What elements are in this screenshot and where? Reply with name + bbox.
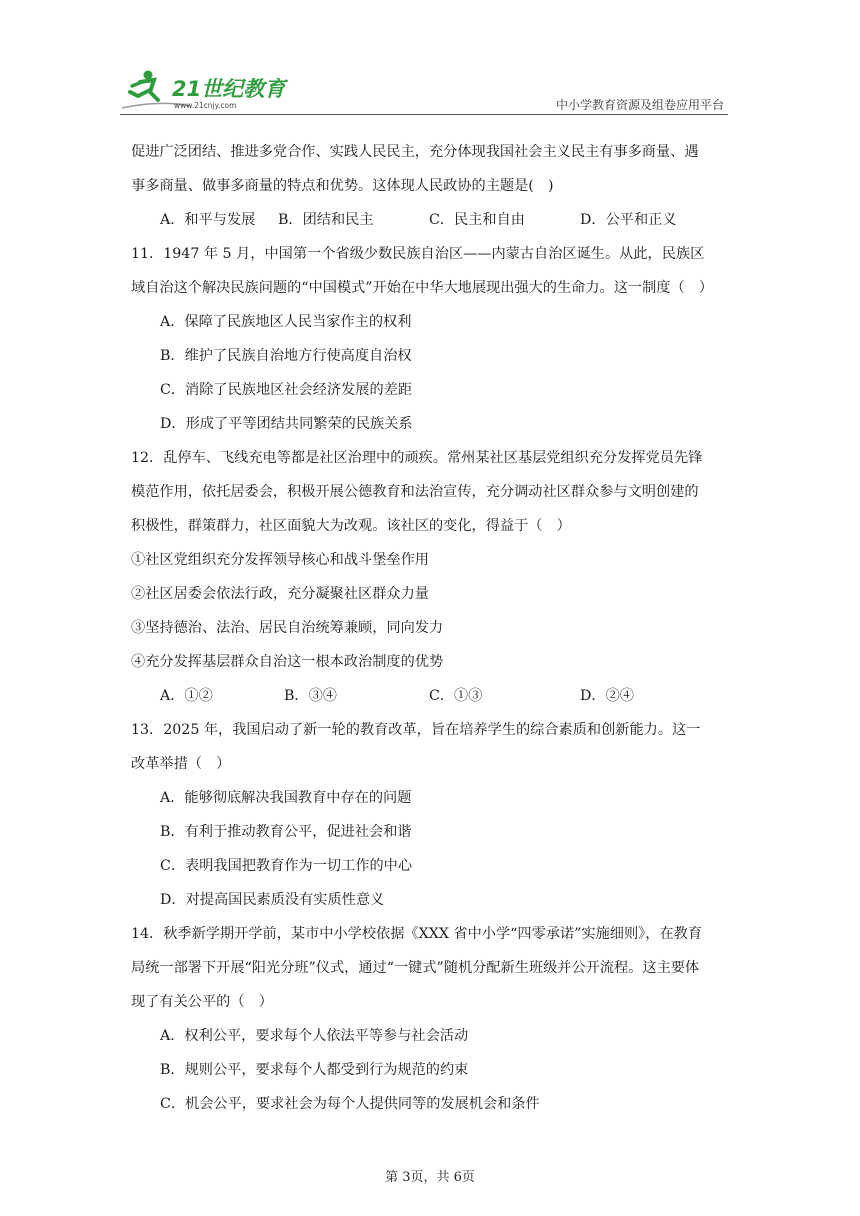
q13-option-c[interactable]: C．表明我国把教育作为一切工作的中心	[160, 858, 413, 874]
q10-option-d[interactable]: D．公平和正义	[580, 212, 677, 228]
q14-stem-line2: 局统一部署下开展“阳光分班”仪式，通过“一键式”随机分配新生班级并公开流程。这主要体	[131, 960, 700, 976]
q14-option-a[interactable]: A．权利公平，要求每个人依法平等参与社会活动	[160, 1028, 469, 1044]
q12-option-b[interactable]: B．③④	[284, 688, 337, 704]
platform-name: 中小学教育资源及组卷应用平台	[555, 98, 724, 112]
q13-stem-line2: 改革举措（ ）	[131, 756, 231, 772]
q12-option-d[interactable]: D．②④	[580, 688, 634, 704]
header-rule	[120, 114, 728, 115]
logo-url: www.21cnjy.com	[174, 101, 237, 110]
q12-option-a[interactable]: A．①②	[160, 688, 213, 704]
q14-option-b[interactable]: B．规则公平，要求每个人都受到行为规范的约束	[160, 1062, 469, 1078]
q10-option-b[interactable]: B．团结和民主	[278, 212, 374, 228]
q14-stem-line3: 现了有关公平的（ ）	[131, 994, 273, 1010]
q11-option-d[interactable]: D．形成了平等团结共同繁荣的民族关系	[160, 416, 413, 432]
q14-option-c[interactable]: C．机会公平，要求社会为每个人提供同等的发展机会和条件	[160, 1096, 540, 1112]
q10-stem-line1: 促进广泛团结、推进多党合作、实践人民民主，充分体现我国社会主义民主有事多商量、遇	[131, 144, 699, 160]
q10-option-c[interactable]: C．民主和自由	[429, 212, 525, 228]
q13-option-d[interactable]: D．对提高国民素质没有实质性意义	[160, 892, 385, 908]
q10-stem-line2: 事多商量、做事多商量的特点和优势。这体现人民政协的主题是( )	[131, 178, 554, 194]
q12-item-1: ①社区党组织充分发挥领导核心和战斗堡垒作用	[131, 552, 429, 568]
q12-option-c[interactable]: C．①③	[429, 688, 483, 704]
q13-option-a[interactable]: A．能够彻底解决我国教育中存在的问题	[160, 790, 412, 806]
q13-stem-line1: 13．2025 年，我国启动了新一轮的教育改革，旨在培养学生的综合素质和创新能力。这一	[131, 722, 701, 738]
q11-option-b[interactable]: B．维护了民族自治地方行使高度自治权	[160, 348, 412, 364]
page-header	[120, 66, 730, 116]
q11-option-a[interactable]: A．保障了民族地区人民当家作主的权利	[160, 314, 412, 330]
logo	[120, 66, 300, 112]
q12-item-3: ③坚持德治、法治、居民自治统筹兼顾，同向发力	[131, 620, 444, 636]
q11-stem-line2: 域自治这个解决民族问题的“中国模式”开始在中华大地展现出强大的生命力。这一制度（ ）	[131, 280, 714, 296]
q11-stem-line1: 11．1947 年 5 月，中国第一个省级少数民族自治区——内蒙古自治区诞生。从此，民族区	[131, 246, 705, 262]
q12-stem-line1: 12．乱停车、飞线充电等都是社区治理中的顽疾。常州某社区基层党组织充分发挥党员先锋	[131, 450, 703, 466]
q13-option-b[interactable]: B．有利于推动教育公平，促进社会和谐	[160, 824, 412, 840]
q10-option-a[interactable]: A．和平与发展	[160, 212, 256, 228]
page-number: 第 3页，共 6页	[385, 1170, 475, 1185]
q12-stem-line3: 积极性，群策群力，社区面貌大为改观。该社区的变化，得益于（ ）	[131, 518, 571, 534]
q14-stem-line1: 14．秋季新学期开学前，某市中小学校依据《XXX 省中小学“四零承诺”实施细则》，在教育	[131, 926, 703, 942]
q12-stem-line2: 模范作用，依托居委会，积极开展公德教育和法治宣传，充分调动社区群众参与文明创建的	[131, 484, 699, 500]
logo-text: 21世纪教育	[172, 77, 286, 101]
q11-option-c[interactable]: C．消除了民族地区社会经济发展的差距	[160, 382, 413, 398]
q12-item-4: ④充分发挥基层群众自治这一根本政治制度的优势	[131, 654, 444, 670]
q12-item-2: ②社区居委会依法行政，充分凝聚社区群众力量	[131, 586, 429, 602]
